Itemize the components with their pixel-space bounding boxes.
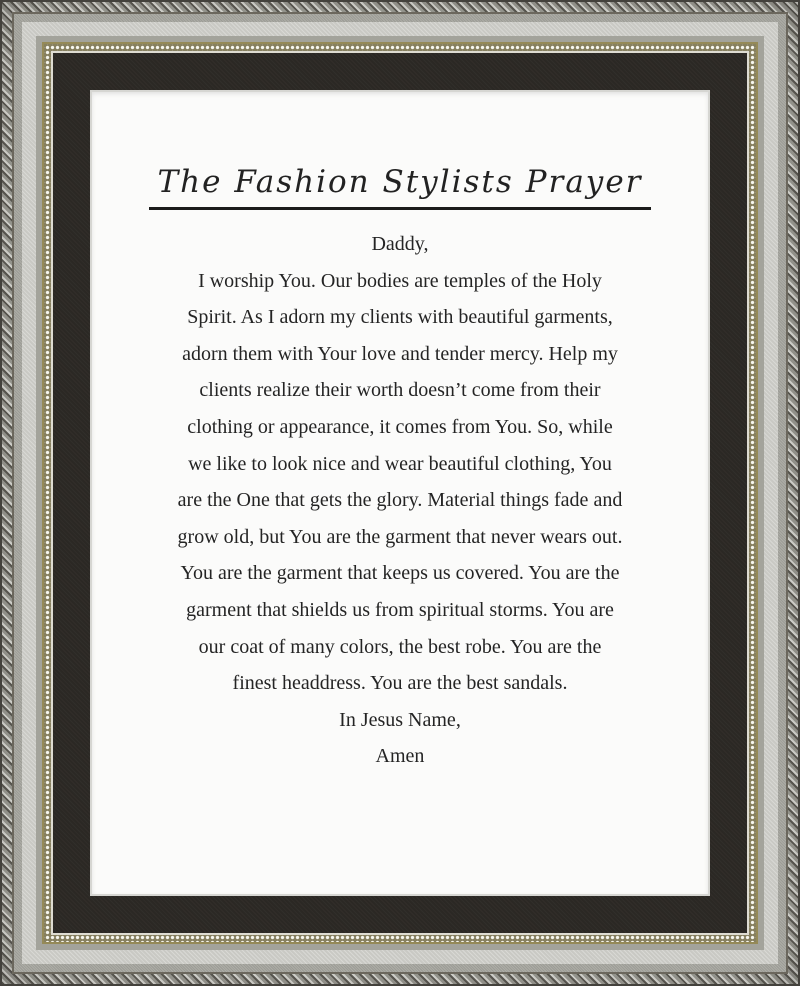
prayer-line: we like to look nice and wear beautiful clothing, You [188,452,612,475]
prayer-line: garment that shields us from spiritual storms. You are [186,598,614,621]
frame-gold-line [42,42,758,944]
prayer-body [92,226,708,775]
prayer-line: I worship You. Our bodies are temples of the Holy [198,269,602,292]
prayer-line: In Jesus Name, [339,708,461,731]
print-title: The Fashion Stylists Prayer [149,164,650,210]
prayer-line: adorn them with Your love and tender mercy. Help my [182,342,618,365]
prayer-line: clients realize their worth doesn’t come from their [199,379,601,402]
frame-beaded-edge [44,44,756,942]
prayer-line: You are the garment that keeps us covered. You are the [180,562,620,585]
mat-board [53,53,747,933]
prayer-line: Amen [375,745,425,768]
prayer-line: grow old, but You are the garment that never wears out. [177,525,623,548]
frame-silver-band-outer [14,14,786,972]
prayer-print [90,90,710,896]
prayer-line: our coat of many colors, the best robe. You are the [198,635,602,658]
frame-silver-band-inner [36,36,764,950]
prayer-line: finest headdress. You are the best sandals. [232,672,568,695]
frame-bright-line [51,51,749,935]
prayer-line: clothing or appearance, it comes from You. So, while [187,415,613,438]
prayer-line: are the One that gets the glory. Material things fade and [177,489,623,512]
frame-silver-band-mid [22,22,778,964]
prayer-line: Daddy, [371,233,429,255]
prayer-line: Spirit. As I adorn my clients with beautiful garments, [187,306,613,329]
frame-dark-line [12,12,788,974]
